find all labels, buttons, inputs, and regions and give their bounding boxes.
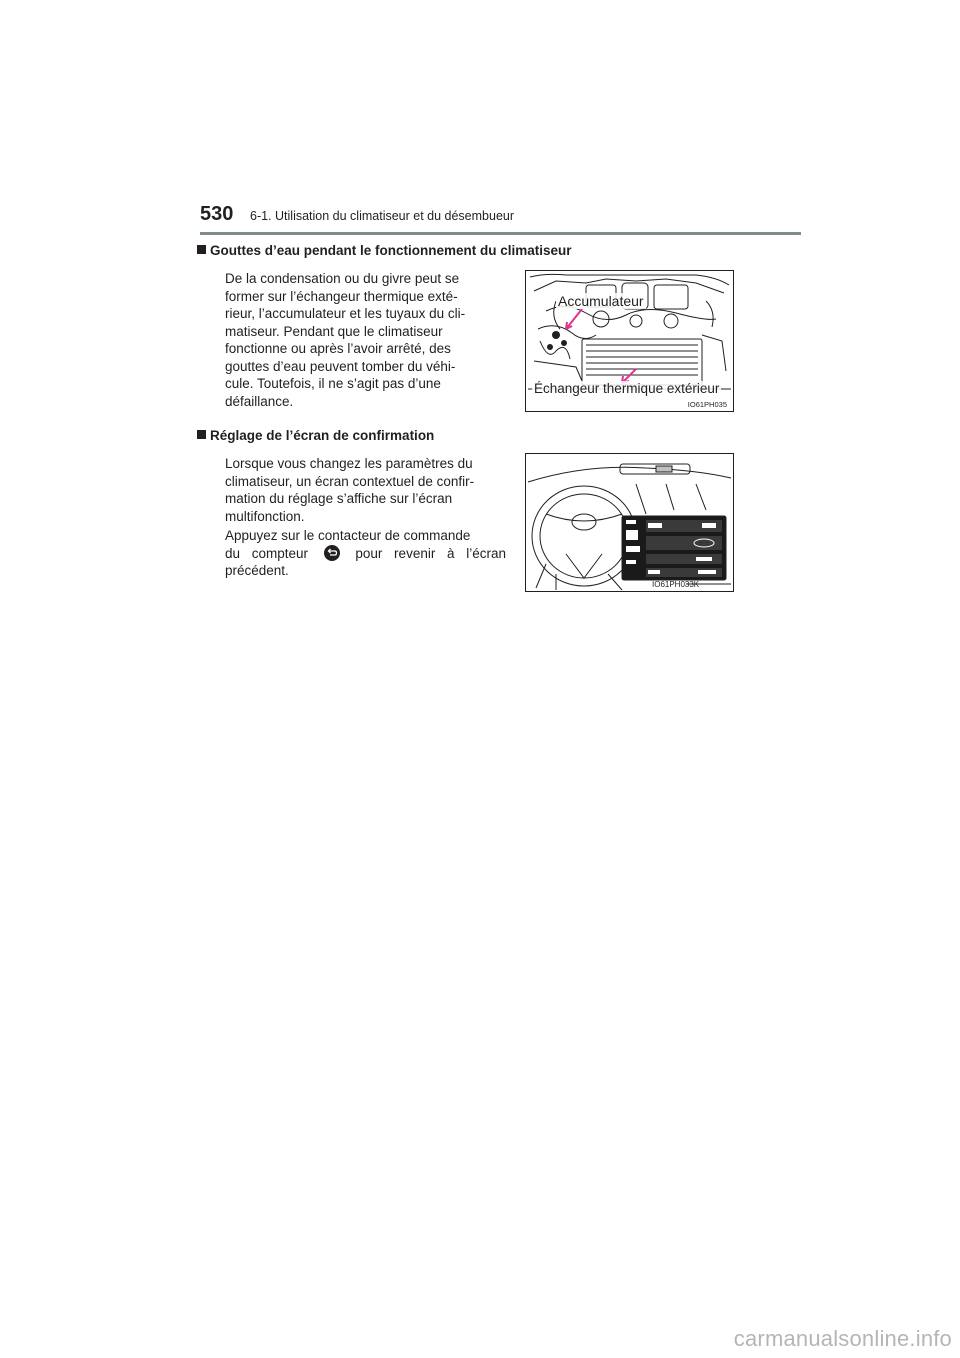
dashboard-illustration — [526, 454, 733, 591]
text-line: multifonction. — [225, 508, 305, 524]
heading-confirmation-screen — [197, 428, 434, 443]
text-line-with-icon — [225, 545, 506, 563]
dashboard-figure — [525, 453, 734, 592]
text-line: rieur, l’accumulateur et les tuyaux du cli- — [225, 306, 466, 321]
square-bullet-icon — [197, 430, 206, 439]
heading-text: Gouttes d’eau pendant le fonctionnement du climatiseur — [210, 243, 572, 258]
exchanger-label: Échangeur thermique extérieur — [534, 381, 720, 396]
text-line: défaillance. — [225, 393, 294, 409]
paragraph-confirmation-1 — [225, 455, 506, 525]
paragraph-confirmation-2 — [225, 527, 506, 580]
page-number: 530 — [200, 203, 234, 225]
heading-water-drops — [197, 243, 572, 258]
text-line: climatiseur, un écran contextuel de confir- — [225, 473, 475, 489]
text-line: cule. Toutefois, il ne s’agit pas d’une — [225, 376, 441, 391]
text-line: gouttes d’eau peuvent tomber du véhi- — [225, 358, 456, 374]
text-line: Lorsque vous changez les paramètres du — [225, 456, 473, 471]
engine-bay-figure — [525, 270, 734, 412]
figure-code: IO61PH033K — [652, 580, 700, 589]
text-line: mation du réglage s’affiche sur l’écran — [225, 491, 453, 506]
header-divider — [200, 232, 801, 235]
text-line: De la condensation ou du givre peut se — [225, 271, 460, 286]
watermark: carmanualsonline.info — [733, 1326, 952, 1351]
text-line: former sur l’échangeur thermique exté- — [225, 288, 458, 304]
square-bullet-icon — [197, 245, 206, 254]
text-line: fonctionne ou après l’avoir arrêté, des — [225, 341, 451, 356]
text-line: Appuyez sur le contacteur de commande — [225, 528, 471, 543]
heading-text: Réglage de l’écran de confirmation — [210, 428, 435, 443]
text-segment: du compteur — [225, 545, 308, 561]
accumulator-label: Accumulateur — [558, 293, 644, 309]
text-segment: pour revenir à l’écran — [355, 545, 506, 561]
paragraph-water-drops — [225, 270, 506, 410]
section-title: 6-1. Utilisation du climatiseur et du désembueur — [250, 209, 515, 223]
return-arrow-icon — [324, 545, 340, 561]
figure-code: IO61PH035 — [687, 400, 727, 409]
text-line: précédent. — [225, 563, 289, 578]
text-line: matiseur. Pendant que le climatiseur — [225, 323, 443, 339]
